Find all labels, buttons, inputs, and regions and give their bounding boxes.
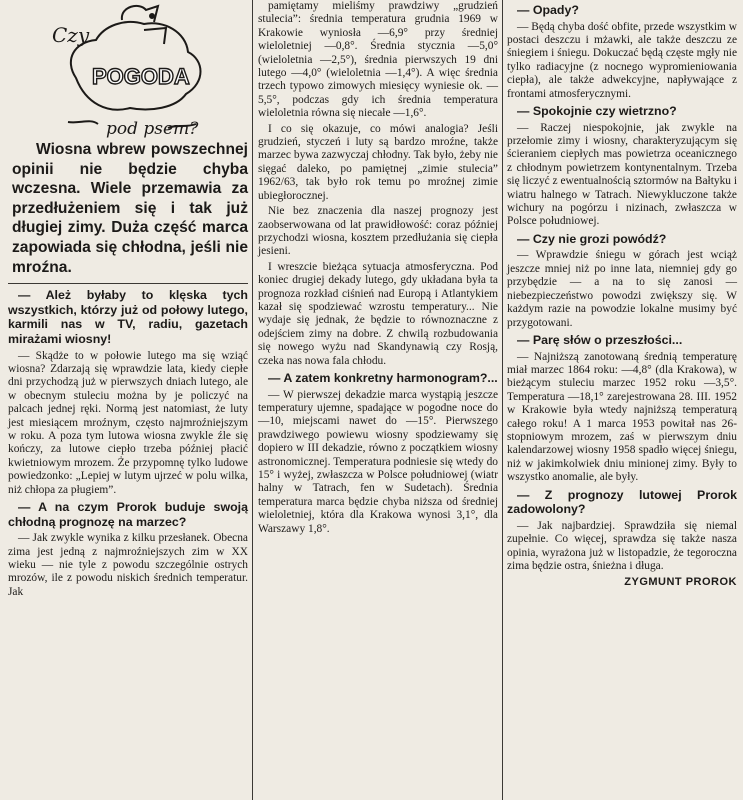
logo-top-word: Czy — [52, 23, 90, 47]
q-przeszlosc: — Parę słów o przeszłości... — [517, 332, 683, 347]
p-analogia: I co się okazuje, co mówi analogia? Jeśli grudzień, styczeń i luty są bardzo mroźne, także marzec bywa zazwyczaj chłodny. Tak było, żeby nie sięgać daleko, po pamiętnej „zimie stulecia” 1962/63, tak było rok temu po mroźnej zimie ubiegłorocznej. — [258, 122, 498, 202]
dog-mascot-icon — [46, 0, 216, 138]
q-harmonogram: — A zatem konkretny harmonogram?... — [268, 370, 498, 385]
a-skadze: — Skądże to w połowie lutego ma się wziąć wiosna? Zdarzają się wprawdzie lata, kiedy ciepłe dni przychodzą już w pierwszych dniach lutego, ale w obecnym stuleciu można by je policzyć na palcach jednej ręki. Normą jest natomiast, że luty jest miesiącem mroźnym, często najmroźniejszym w roku. A poza tym lutowa wiosna zwykle źle się kończy, za lutowe ciepło trzeba później płacić kwietniowym mrozem. Że przypomnę tylko ludowe powiedzonko: „Lepiej w lutym ujrzeć w polu wilka, niż chłopa za pługiem”. — [8, 349, 248, 496]
p-pamietamy: pamiętamy mieliśmy prawdziwy „grudzień stulecia”: średnia temperatura grudnia 1969 w Krakowie wyniosła —6,9° przy średniej wieloletniej —0,8°. Średnia stycznia —5,0° (wieloletnia —2,5°), średnia pierwszych 19 dni lutego —4,0° (wieloletnia —1,4°). A więc średnia trzech typowo zimowych miesięcy wyniesie ok. —5,5°, podczas gdy ich średnia temperatura wieloletnia równa się niecałe —1,6°. — [258, 0, 498, 120]
a-powodz: — Wprawdzie śniegu w górach jest wciąż jeszcze mniej niż po inne lata, niemniej gdy go przybędzie — a na to się zanosi — niebezpieczeństwo powodzi zwiększy się. W każdym razie na powodzie lokalne musimy być przygotowani. — [507, 249, 737, 329]
q-klęska: — Ależ byłaby to klęska tych wszystkich, którzy już od połowy lutego, karmili nas w TV, radiu, gazetach mirażami wiosny! — [8, 288, 248, 346]
column-1 — [8, 0, 248, 601]
a-harmonogram: — W pierwszej dekadzie marca wystąpią jeszcze temperatury ujemne, spadające w pogodne noce do —10, miejscami nawet do —15°. Pierwszego prawdziwego powiewu wiosny spodziewamy się dopiero w III dekadzie, równo z początkiem wiosny astronomicznej. Temperatura podniesie się wtedy do 15° i wyżej, zwłaszcza w Polsce południowej (wiatr halny w Tatrach, fen w Sudetach). Średnia temperatura marca będzie chyba niższa od średniej wieloletniej, która dla Krakowa wynosi 3,1°, dla Warszawy 1,8°. — [258, 388, 498, 535]
q-powodz: — Czy nie grozi powódź? — [517, 231, 667, 246]
czy-pogoda-pod-psem-logo — [8, 0, 248, 140]
a-opady: — Będą chyba dość obfite, przede wszystkim w postaci deszczu i mżawki, ale także deszczu ze śniegiem i śniegu. Dokuczać będą częste mgły nie tylko radiacyjne (z nocnego wypromieniowania ciepła), ale także adwekcyjne, napływające z frontami atmosferycznymi. — [507, 20, 737, 100]
column-3 — [507, 0, 737, 590]
logo-main-word: POGODA — [92, 64, 190, 89]
q-na-czym: — A na czym Prorok buduje swoją chłodną prognozę na marzec? — [8, 500, 248, 529]
lead-paragraph: Wiosna wbrew powszechnej opinii nie będzie chyba wczesna. Wiele przemawia za przedłużeniem się i tak już długiej zimy. Duża część marca zapowiada się chłodna, jeśli nie mroźna. — [12, 141, 248, 276]
a-jak-zwykle: — Jak zwykle wynika z kilku przesłanek. Obecna zima jest jedną z najmroźniejszych zim w XX wieku — nie tyle z powodu szczególnie ostrych mrozów, ile z powodu niskich średnich temperatur. Jak — [8, 532, 248, 598]
author-signature: ZYGMUNT PROROK — [624, 576, 737, 589]
column-rule-2 — [502, 0, 503, 800]
a-przeszlosc: — Najniższą zanotowaną średnią temperaturę miał marzec 1864 roku: —4,8° (dla Krakowa), w bieżącym stuleciu marzec 1952 roku —3,5°. Temperatura —18,1° zarejestrowana 28. III. 1952 w Krakowie była wtedy najniższą temperaturą całego roku! A 1 marca 1953 powitał nas 26-stopniowym mrozem, zaś w pierwszym dniu kalendarzowej wiosny 1958 spadło więcej śniegu, niż w jakimkolwiek dniu minionej zimy. Były to wszystko anomalie, ale były. — [507, 350, 737, 484]
a-wietrzno: — Raczej niespokojnie, jak zwykle na przełomie zimy i wiosny, charakteryzującym się ścieraniem ciepłych mas powietrza oceanicznego z chłodnym powietrzem kontynentalnym. Trzeba się liczyć z ewentualnością sztormów na Bałtyku i wiatru halnego w Tatrach. Niewykluczone także wichury na pogórzu i nizinach, zwłaszcza w Polsce południowej. — [507, 121, 737, 228]
a-prognoza-lutowa: — Jak najbardziej. Sprawdziła się niemal zupełnie. Co więcej, sprawdza się także nasza opinia, wyrażona już w listopadzie, że tegoroczna zima będzie ostra, śnieżna i długa. — [507, 519, 737, 572]
logo-bottom-phrase: pod psem? — [106, 119, 199, 138]
column-2 — [258, 0, 498, 538]
q-prognoza-lutowa: — Z prognozy lutowej Prorok zadowolony? — [507, 487, 737, 517]
q-opady: — Opady? — [517, 3, 579, 17]
p-znaczenie: Nie bez znaczenia dla naszej prognozy jest zaobserwowana od lat prawidłowość: coraz później przychodzi wiosna, kosztem przedłużania się ciepła jesieni. — [258, 205, 498, 258]
p-sytuacja: I wreszcie bieżąca sytuacja atmosferyczna. Pod koniec drugiej dekady lutego, gdy układana była ta prognoza rozkład ciśnień nad Europą i Atlantykiem kazał się spodziewać wzrostu temperatury... Nie wydaje się jednak, że będzie to równoznaczne z odejściem zimy na dobre. Z chwilą rozbudowania się nowego wyżu nad Skandynawią czy Rosją, czeka nas nowa fala chłodu. — [258, 260, 498, 367]
column-rule-1 — [252, 0, 253, 800]
divider — [8, 283, 248, 284]
q-wietrzno: — Spokojnie czy wietrzno? — [517, 104, 677, 119]
